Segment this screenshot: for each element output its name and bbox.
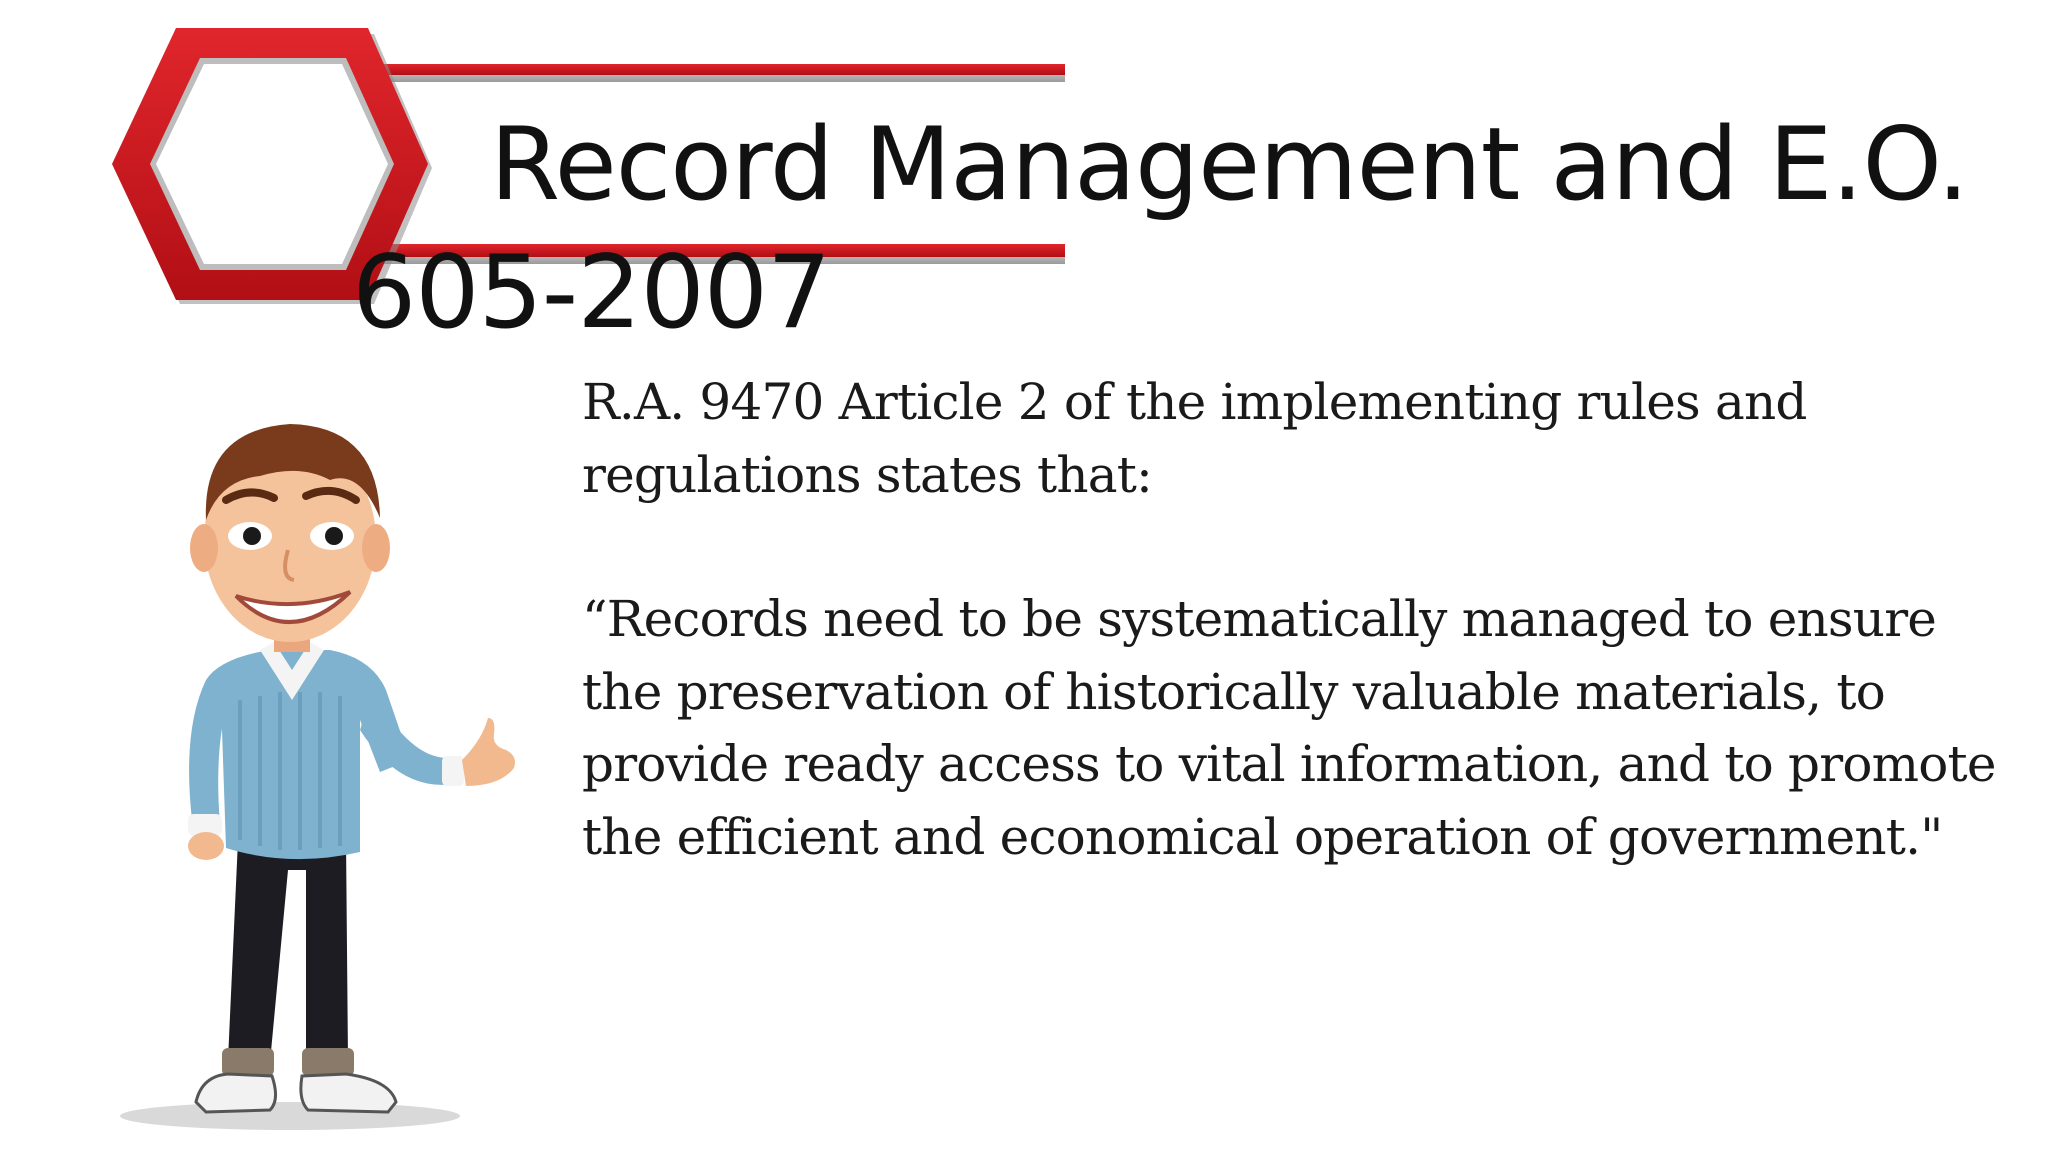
quote-paragraph: “Records need to be systematically managed to ensure the preservation of historically valuable materials, to provide ready access to vital information, and to promote the efficient and economical operation of government.": [582, 590, 1996, 866]
slide-body: [582, 366, 2002, 873]
slide-title: Record Management and E.O. 605-2007: [352, 105, 1969, 351]
presenter-character-icon: [110, 400, 530, 1140]
intro-paragraph: R.A. 9470 Article 2 of the implementing rules and regulations states that:: [582, 373, 1807, 504]
